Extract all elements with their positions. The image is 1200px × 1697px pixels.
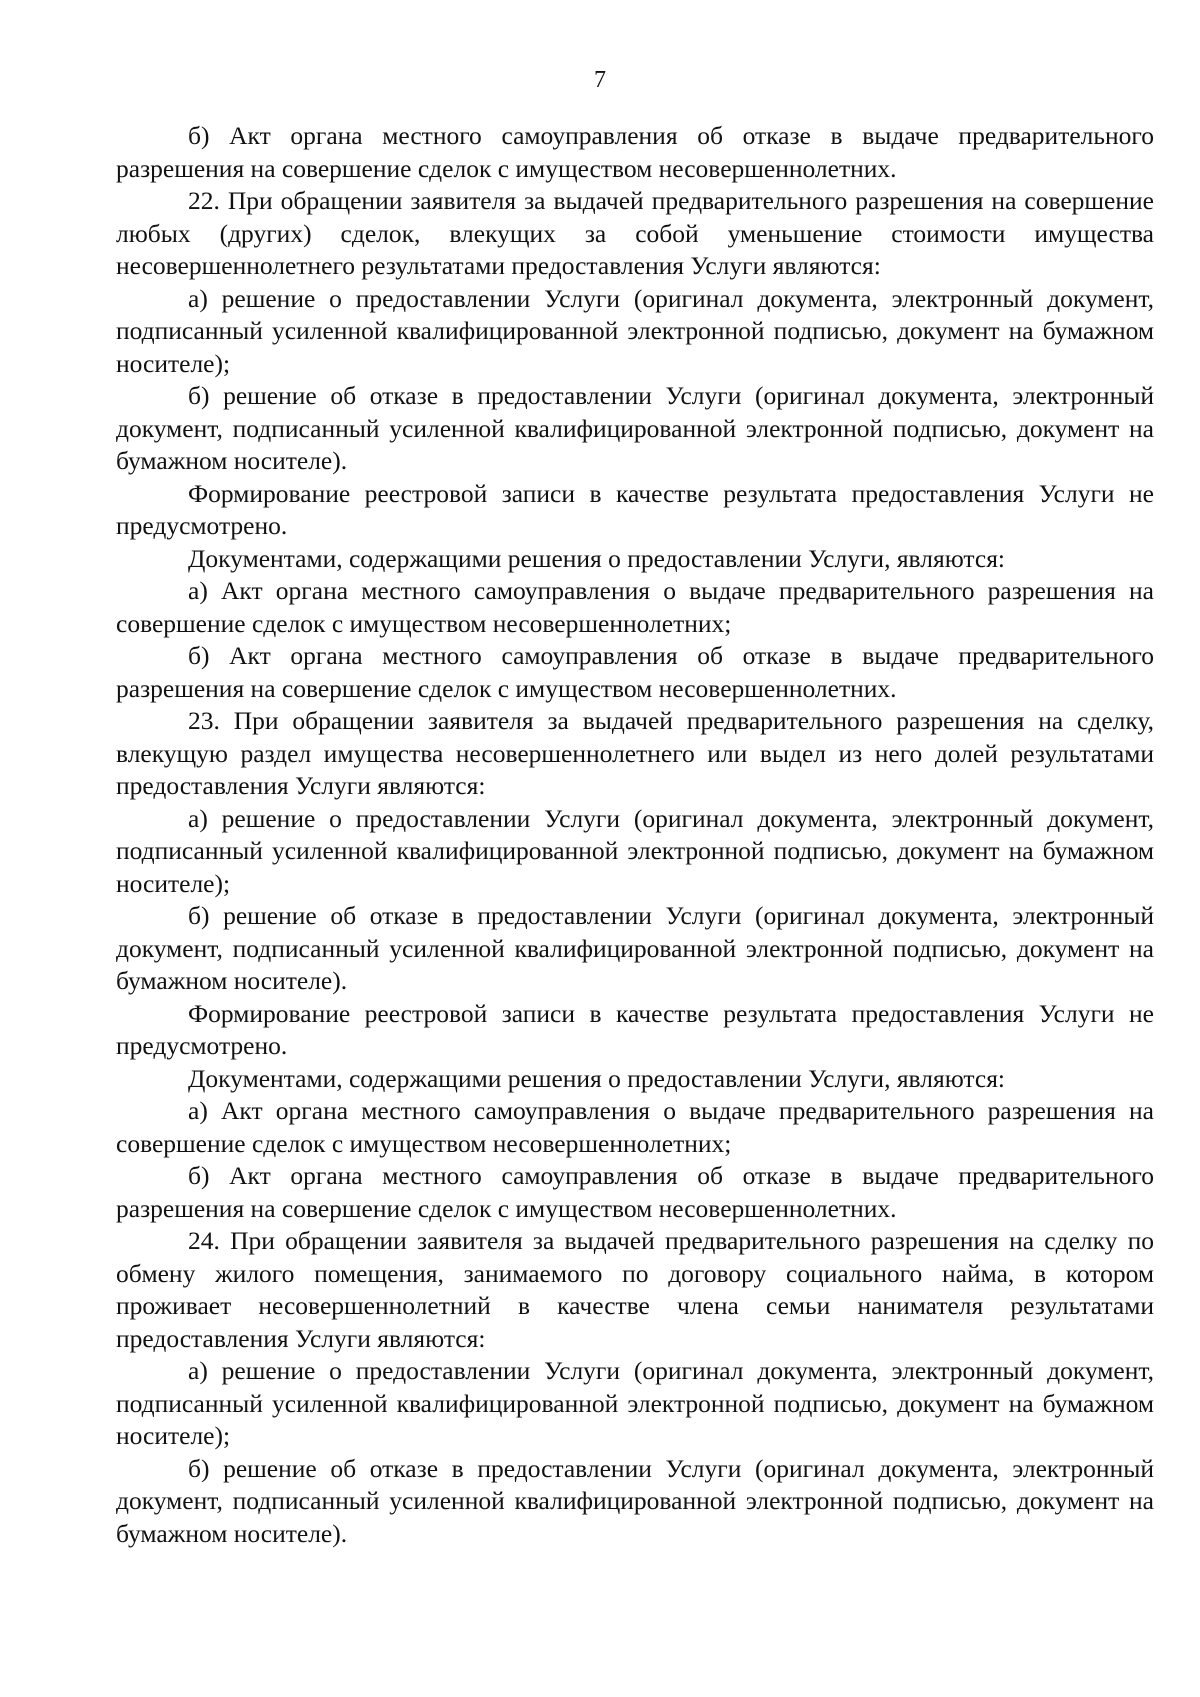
paragraph: 22. При обращении заявителя за выдачей предварительного разрешения на совершение любых (других) сделок, влекущих за собой уменьшение стоимости имущества несовершеннолетнего результатами предоставления Услуги являются: bbox=[116, 186, 1154, 280]
paragraph: б) решение об отказе в предоставлении Услуги (оригинал документа, электронный документ, подписанный усиленной квалифицированной электронной подписью, документ на бумажном носителе). bbox=[116, 901, 1154, 995]
paragraph: Формирование реестровой записи в качестве результата предоставления Услуги не предусмотрено. bbox=[116, 998, 1154, 1060]
paragraph: а) решение о предоставлении Услуги (оригинал документа, электронный документ, подписанный усиленной квалифицированной электронной подписью, документ на бумажном носителе); bbox=[116, 803, 1154, 898]
paragraph: б) Акт органа местного самоуправления об отказе в выдаче предварительного разрешения на совершение сделок с имуществом несовершеннолетних. bbox=[116, 641, 1154, 703]
paragraph: б) Акт органа местного самоуправления об отказе в выдаче предварительного разрешения на совершение сделок с имуществом несовершеннолетних. bbox=[116, 1161, 1154, 1223]
paragraph: б) Акт органа местного самоуправления об отказе в выдаче предварительного разрешения на совершение сделок с имуществом несовершеннолетних. bbox=[116, 121, 1154, 183]
page-number: 7 bbox=[594, 67, 606, 93]
paragraph: б) решение об отказе в предоставлении Услуги (оригинал документа, электронный документ, подписанный усиленной квалифицированной электронной подписью, документ на бумажном носителе). bbox=[116, 1453, 1154, 1548]
paragraph: а) решение о предоставлении Услуги (оригинал документа, электронный документ, подписанный усиленной квалифицированной электронной подписью, документ на бумажном носителе); bbox=[116, 283, 1154, 378]
paragraph: 24. При обращении заявителя за выдачей предварительного разрешения на сделку по обмену жилого помещения, занимаемого по договору социального найма, в котором проживает несовершеннолетний в качестве члена семьи нанимателя результатами предоставления Услуги являются: bbox=[116, 1226, 1154, 1353]
paragraph: б) решение об отказе в предоставлении Услуги (оригинал документа, электронный документ, подписанный усиленной квалифицированной электронной подписью, документ на бумажном носителе). bbox=[116, 381, 1154, 475]
paragraph: а) решение о предоставлении Услуги (оригинал документа, электронный документ, подписанный усиленной квалифицированной электронной подписью, документ на бумажном носителе); bbox=[116, 1356, 1154, 1450]
paragraph: Формирование реестровой записи в качестве результата предоставления Услуги не предусмотрено. bbox=[116, 478, 1154, 540]
paragraph: Документами, содержащими решения о предоставлении Услуги, являются: bbox=[188, 1063, 1006, 1093]
paragraph: Документами, содержащими решения о предоставлении Услуги, являются: bbox=[188, 543, 1006, 573]
paragraph: а) Акт органа местного самоуправления о выдаче предварительного разрешения на совершение сделок с имуществом несовершеннолетних; bbox=[116, 576, 1154, 638]
paragraph: 23. При обращении заявителя за выдачей предварительного разрешения на сделку, влекущую раздел имущества несовершеннолетнего или выдел из него долей результатами предоставления Услуги являются: bbox=[116, 706, 1154, 800]
paragraph: а) Акт органа местного самоуправления о выдаче предварительного разрешения на совершение сделок с имуществом несовершеннолетних; bbox=[116, 1096, 1154, 1158]
document-body bbox=[116, 120, 1154, 1550]
